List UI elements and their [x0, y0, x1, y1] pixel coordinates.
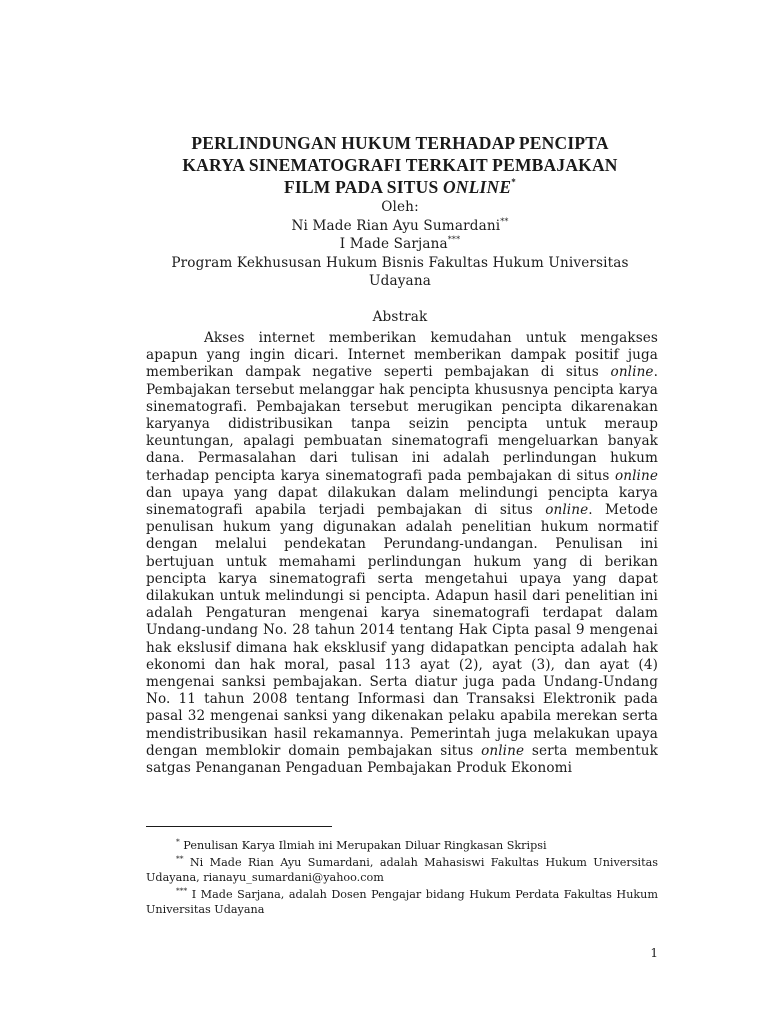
title-line-1: PERLINDUNGAN HUKUM TERHADAP PENCIPTA: [191, 133, 609, 153]
author-1: [130, 217, 670, 236]
author-2-name: I Made Sarjana: [339, 236, 448, 252]
abstract-text-5: serta membentuk satgas Penanganan Pengaduan Pembajakan Produk Ekonomi: [146, 742, 658, 777]
by-label: Oleh:: [381, 199, 419, 215]
abstract-body: [146, 330, 658, 777]
author-2-footnote-mark: ***: [447, 235, 461, 244]
author-2: [130, 235, 670, 254]
abstract-italic-1: online: [610, 364, 654, 381]
abstract-text-2: . Pembajakan tersebut melanggar hak pencipta khususnya pencipta karya sinematografi. Pembajakan tersebut merugikan pencipta dikarenakan karyanya didistribusikan tanpa seizin pencipta untuk meraup keuntungan, apalagi pembuatan sinematografi mengeluarkan banyak dana. Permasalahan dari tulisan ini adalah perlindungan hukum terhadap pencipta karya sinematografi pada pembajakan di situs: [146, 364, 658, 484]
footnote-1-text: Penulisan Karya Ilmiah ini Merupakan Diluar Ringkasan Skripsi: [179, 839, 547, 852]
footnote-2-text: Ni Made Rian Ayu Sumardani, adalah Mahasiswi Fakultas Hukum Universitas Udayana, rianayu_sumardani@yahoo.com: [146, 855, 658, 885]
title-line-3: [130, 176, 670, 198]
article-header: [130, 132, 670, 326]
abstract-paragraph: [146, 330, 658, 777]
abstract-text-4: . Metode penulisan hukum yang digunakan adalah penelitian hukum normatif dengan melalui pendekatan Perundang-undangan. Penulisan ini bertujuan untuk memahami perlindungan hukum yang di berikan pencipta karya sinematografi serta mengetahui upaya yang dapat dilakukan untuk melindungi si pencipta. Adapun hasil dari penelitian ini adalah Pengaturan mengenai karya sinematografi terdapat dalam Undang-undang No. 28 tahun 2014 tentang Hak Cipta pasal 9 mengenai hak ekslusif dimana hak eksklusif yang didapatkan pencipta adalah hak ekonomi dan hak moral, pasal 113 ayat (2), ayat (3), dan ayat (4) mengenai sanksi pembajakan. Serta diatur juga pada Undang-Undang No. 11 tahun 2008 tentang Informasi dan Transaksi Elektronik pada pasal 32 mengenai sanksi yang dikenakan pelaku apabila merekan serta mendistribusikan hasil rekamannya. Pemerintah juga melakukan upaya dengan memblokir domain pembajakan situs: [146, 502, 658, 759]
abstract-italic-3: online: [545, 502, 589, 519]
footnote-2-mark: **: [176, 853, 184, 863]
abstract-italic-2: online: [614, 467, 658, 484]
footnote-3-mark: ***: [176, 885, 188, 895]
footnote-2: [146, 855, 658, 886]
footnote-separator: [146, 826, 332, 827]
footnotes: [146, 838, 658, 919]
title-footnote-mark: *: [511, 177, 516, 187]
author-1-name: Ni Made Rian Ayu Sumardani: [291, 217, 501, 234]
footnote-3: [146, 887, 658, 918]
title-line-3-text: FILM PADA SITUS: [284, 177, 443, 197]
title-line-2: KARYA SINEMATOGRAFI TERKAIT PEMBAJAKAN: [182, 155, 618, 175]
affiliation-line-1: Program Kekhususan Hukum Bisnis Fakultas Hukum Universitas: [171, 254, 629, 271]
affiliation-line-2: Udayana: [369, 273, 431, 289]
abstract-heading: Abstrak: [372, 308, 428, 325]
author-1-footnote-mark: **: [500, 216, 509, 226]
footnote-3-text: I Made Sarjana, adalah Dosen Pengajar bidang Hukum Perdata Fakultas Hukum Universitas Udayana: [146, 887, 658, 917]
article-title: [130, 132, 670, 198]
title-online-italic: ONLINE: [442, 177, 512, 197]
abstract-text-3: dan upaya yang dapat dilakukan dalam melindungi pencipta karya sinematografi apabila terjadi pembajakan di situs: [146, 484, 658, 519]
footnote-1-mark: *: [176, 837, 180, 846]
abstract-text-1: Akses internet memberikan kemudahan untuk mengakses apapun yang ingin dicari. Internet memberikan dampak positif juga memberikan dampak negative seperti pembajakan di situs: [146, 330, 658, 381]
page-number: 1: [650, 946, 658, 960]
footnote-1: [146, 838, 658, 854]
abstract-italic-4: online: [481, 742, 525, 759]
